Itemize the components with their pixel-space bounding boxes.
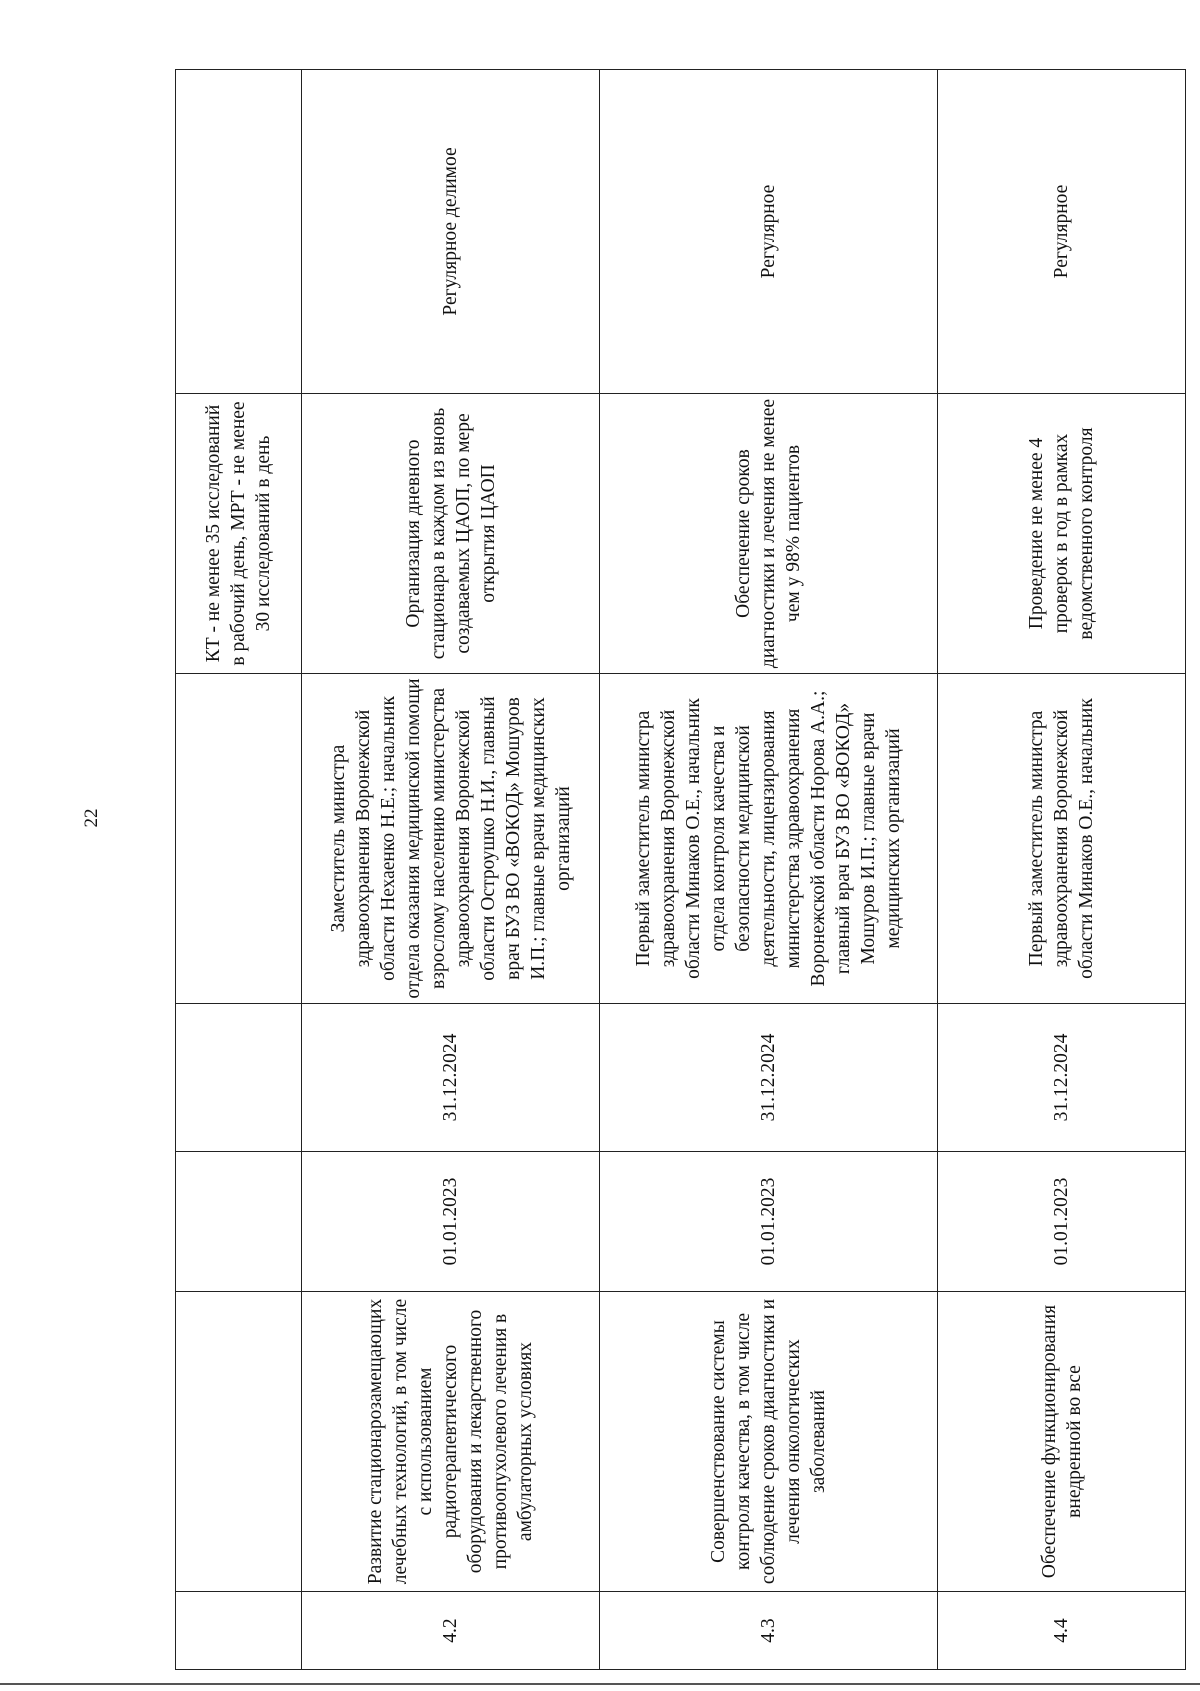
- row-number-cell: 4.4: [938, 1592, 1186, 1670]
- table-row: [302, 70, 600, 1670]
- type-cell: Регулярное: [600, 70, 938, 394]
- responsible-cell: Первый заместитель министра здравоохранения Воронежской области Минаков О.Е., начальник отдела контроля качества и безопасности медицинской деятельности, лицензирования министерства здравоохранения Воронежской области Норова А.А.; главный врач БУЗ ВО «ВОКОД» Мошуров И.П.; главные врачи медицинских организаций: [600, 674, 938, 1004]
- row-number-cell: [176, 1592, 302, 1670]
- event-cell: Развитие стационарозамещающих лечебных технологий, в том числе с использованием радиотерапевтического оборудования и лекарственного противоопухолевого лечения в амбулаторных условиях: [302, 1292, 600, 1592]
- table-row: [176, 70, 302, 1670]
- responsible-cell: [176, 674, 302, 1004]
- result-cell: КТ - не менее 35 исследований в рабочий день, МРТ - не менее 30 исследований в день: [176, 394, 302, 674]
- table-row: [938, 70, 1186, 1670]
- end-date-cell: 31.12.2024: [938, 1004, 1186, 1152]
- responsible-cell: Первый заместитель министра здравоохранения Воронежской области Минаков О.Е., начальник: [938, 674, 1186, 1004]
- start-date-cell: [176, 1152, 302, 1292]
- event-cell: Совершенствование системы контроля качества, в том числе соблюдение сроков диагностики и лечения онкологических заболеваний: [600, 1292, 938, 1592]
- type-cell: Регулярное делимое: [302, 70, 600, 394]
- start-date-cell: 01.01.2023: [938, 1152, 1186, 1292]
- row-number-cell: 4.3: [600, 1592, 938, 1670]
- end-date-cell: 31.12.2024: [302, 1004, 600, 1152]
- rotated-table-container: [175, 70, 1185, 1670]
- bottom-divider: [0, 1683, 1200, 1685]
- result-cell: Организация дневного стационара в каждом из вновь создаваемых ЦАОП, по мере открытия ЦАОП: [302, 394, 600, 674]
- row-number-cell: 4.2: [302, 1592, 600, 1670]
- type-cell: [176, 70, 302, 394]
- page-number: 22: [81, 808, 102, 828]
- responsible-cell: Заместитель министра здравоохранения Воронежской области Нехаенко Н.Е.; начальник отдела оказания медицинской помощи взрослому населению министерства здравоохранения Воронежской области Остроушко Н.И., главный врач БУЗ ВО «ВОКОД» Мошуров И.П.; главные врачи медицинских организаций: [302, 674, 600, 1004]
- action-plan-table: [175, 69, 1186, 1670]
- end-date-cell: [176, 1004, 302, 1152]
- type-cell: Регулярное: [938, 70, 1186, 394]
- start-date-cell: 01.01.2023: [302, 1152, 600, 1292]
- result-cell: Проведение не менее 4 проверок в год в рамках ведомственного контроля: [938, 394, 1186, 674]
- event-cell: Обеспечение функционирования внедренной во все: [938, 1292, 1186, 1592]
- event-cell: [176, 1292, 302, 1592]
- start-date-cell: 01.01.2023: [600, 1152, 938, 1292]
- end-date-cell: 31.12.2024: [600, 1004, 938, 1152]
- table-row: [600, 70, 938, 1670]
- result-cell: Обеспечение сроков диагностики и лечения не менее чем у 98% пациентов: [600, 394, 938, 674]
